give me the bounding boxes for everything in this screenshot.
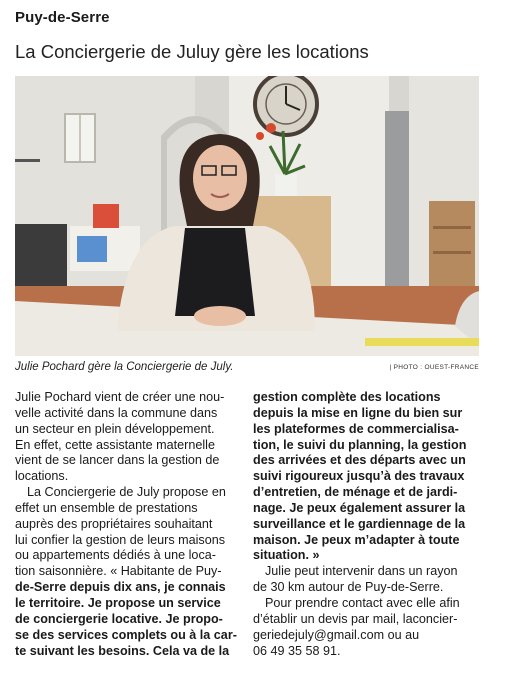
text-line: tion, le suivi du planning, la gestion	[253, 437, 467, 452]
text-line: de conciergerie locative. Je propo-	[15, 611, 223, 626]
photo-caption: Julie Pochard gère la Conciergerie de July.	[15, 361, 234, 373]
text-line: Pour prendre contact avec elle afin	[265, 595, 460, 610]
text-line: un secteur en plein développement.	[15, 421, 215, 436]
text-line: maison. Je peux m’adapter à toute	[253, 532, 460, 547]
text-line: Julie peut intervenir dans un rayon	[265, 564, 458, 579]
photo-credit: | PHOTO : OUEST-FRANCE	[389, 364, 479, 371]
article-photo	[15, 76, 479, 356]
text-line: depuis la mise en ligne du bien sur	[253, 405, 463, 420]
text-line: ou appartements dédiés à une loca-	[15, 548, 216, 563]
text-line: le territoire. Je propose un service	[15, 595, 221, 610]
text-line: geriedejuly@gmail.com ou au	[253, 627, 420, 642]
text-line: 06 49 35 58 91.	[253, 643, 341, 658]
text-line: les plateformes de commercialisa-	[253, 421, 459, 436]
text-line: effet un ensemble de prestations	[15, 500, 198, 515]
text-line: auprès des propriétaires souhaitant	[15, 516, 213, 531]
article-column-left	[15, 390, 241, 659]
text-line: nage. Je peux également assurer la	[253, 500, 466, 515]
text-line: de 30 km autour de Puy-de-Serre.	[253, 580, 444, 595]
text-line: surveillance et le gardiennage de la	[253, 516, 466, 531]
text-line: locations.	[15, 469, 69, 484]
text-line: tion saisonnière. « Habitante de Puy-	[15, 564, 222, 579]
text-line: vient de se lancer dans la gestion de	[15, 453, 220, 468]
text-line: gestion complète des locations	[253, 390, 441, 404]
text-line: lui confier la gestion de leurs maisons	[15, 532, 226, 547]
text-line: velle activité dans la commune dans	[15, 405, 218, 420]
article-column-right	[253, 390, 479, 659]
text-line: En effet, cette assistante maternelle	[15, 437, 215, 452]
text-line: Julie Pochard vient de créer une nou-	[15, 390, 225, 404]
text-line: situation. »	[253, 548, 320, 563]
text-line: de-Serre depuis dix ans, je connais	[15, 580, 226, 595]
text-line: suivi rigoureux jusqu’à des travaux	[253, 469, 465, 484]
text-line: des arrivées et des départs avec un	[253, 453, 466, 468]
text-line: d’entretien, de ménage et de jardi-	[253, 485, 458, 500]
text-line: se des services complets ou à la car-	[15, 627, 237, 642]
text-line: d’établir un devis par mail, laconcier-	[253, 611, 458, 626]
text-line: te suivant les besoins. Cela va de la	[15, 643, 230, 658]
text-line: La Conciergerie de July propose en	[27, 485, 226, 500]
article-title: La Conciergerie de Juluy gère les locations	[15, 41, 369, 62]
locality-heading: Puy-de-Serre	[15, 9, 110, 26]
